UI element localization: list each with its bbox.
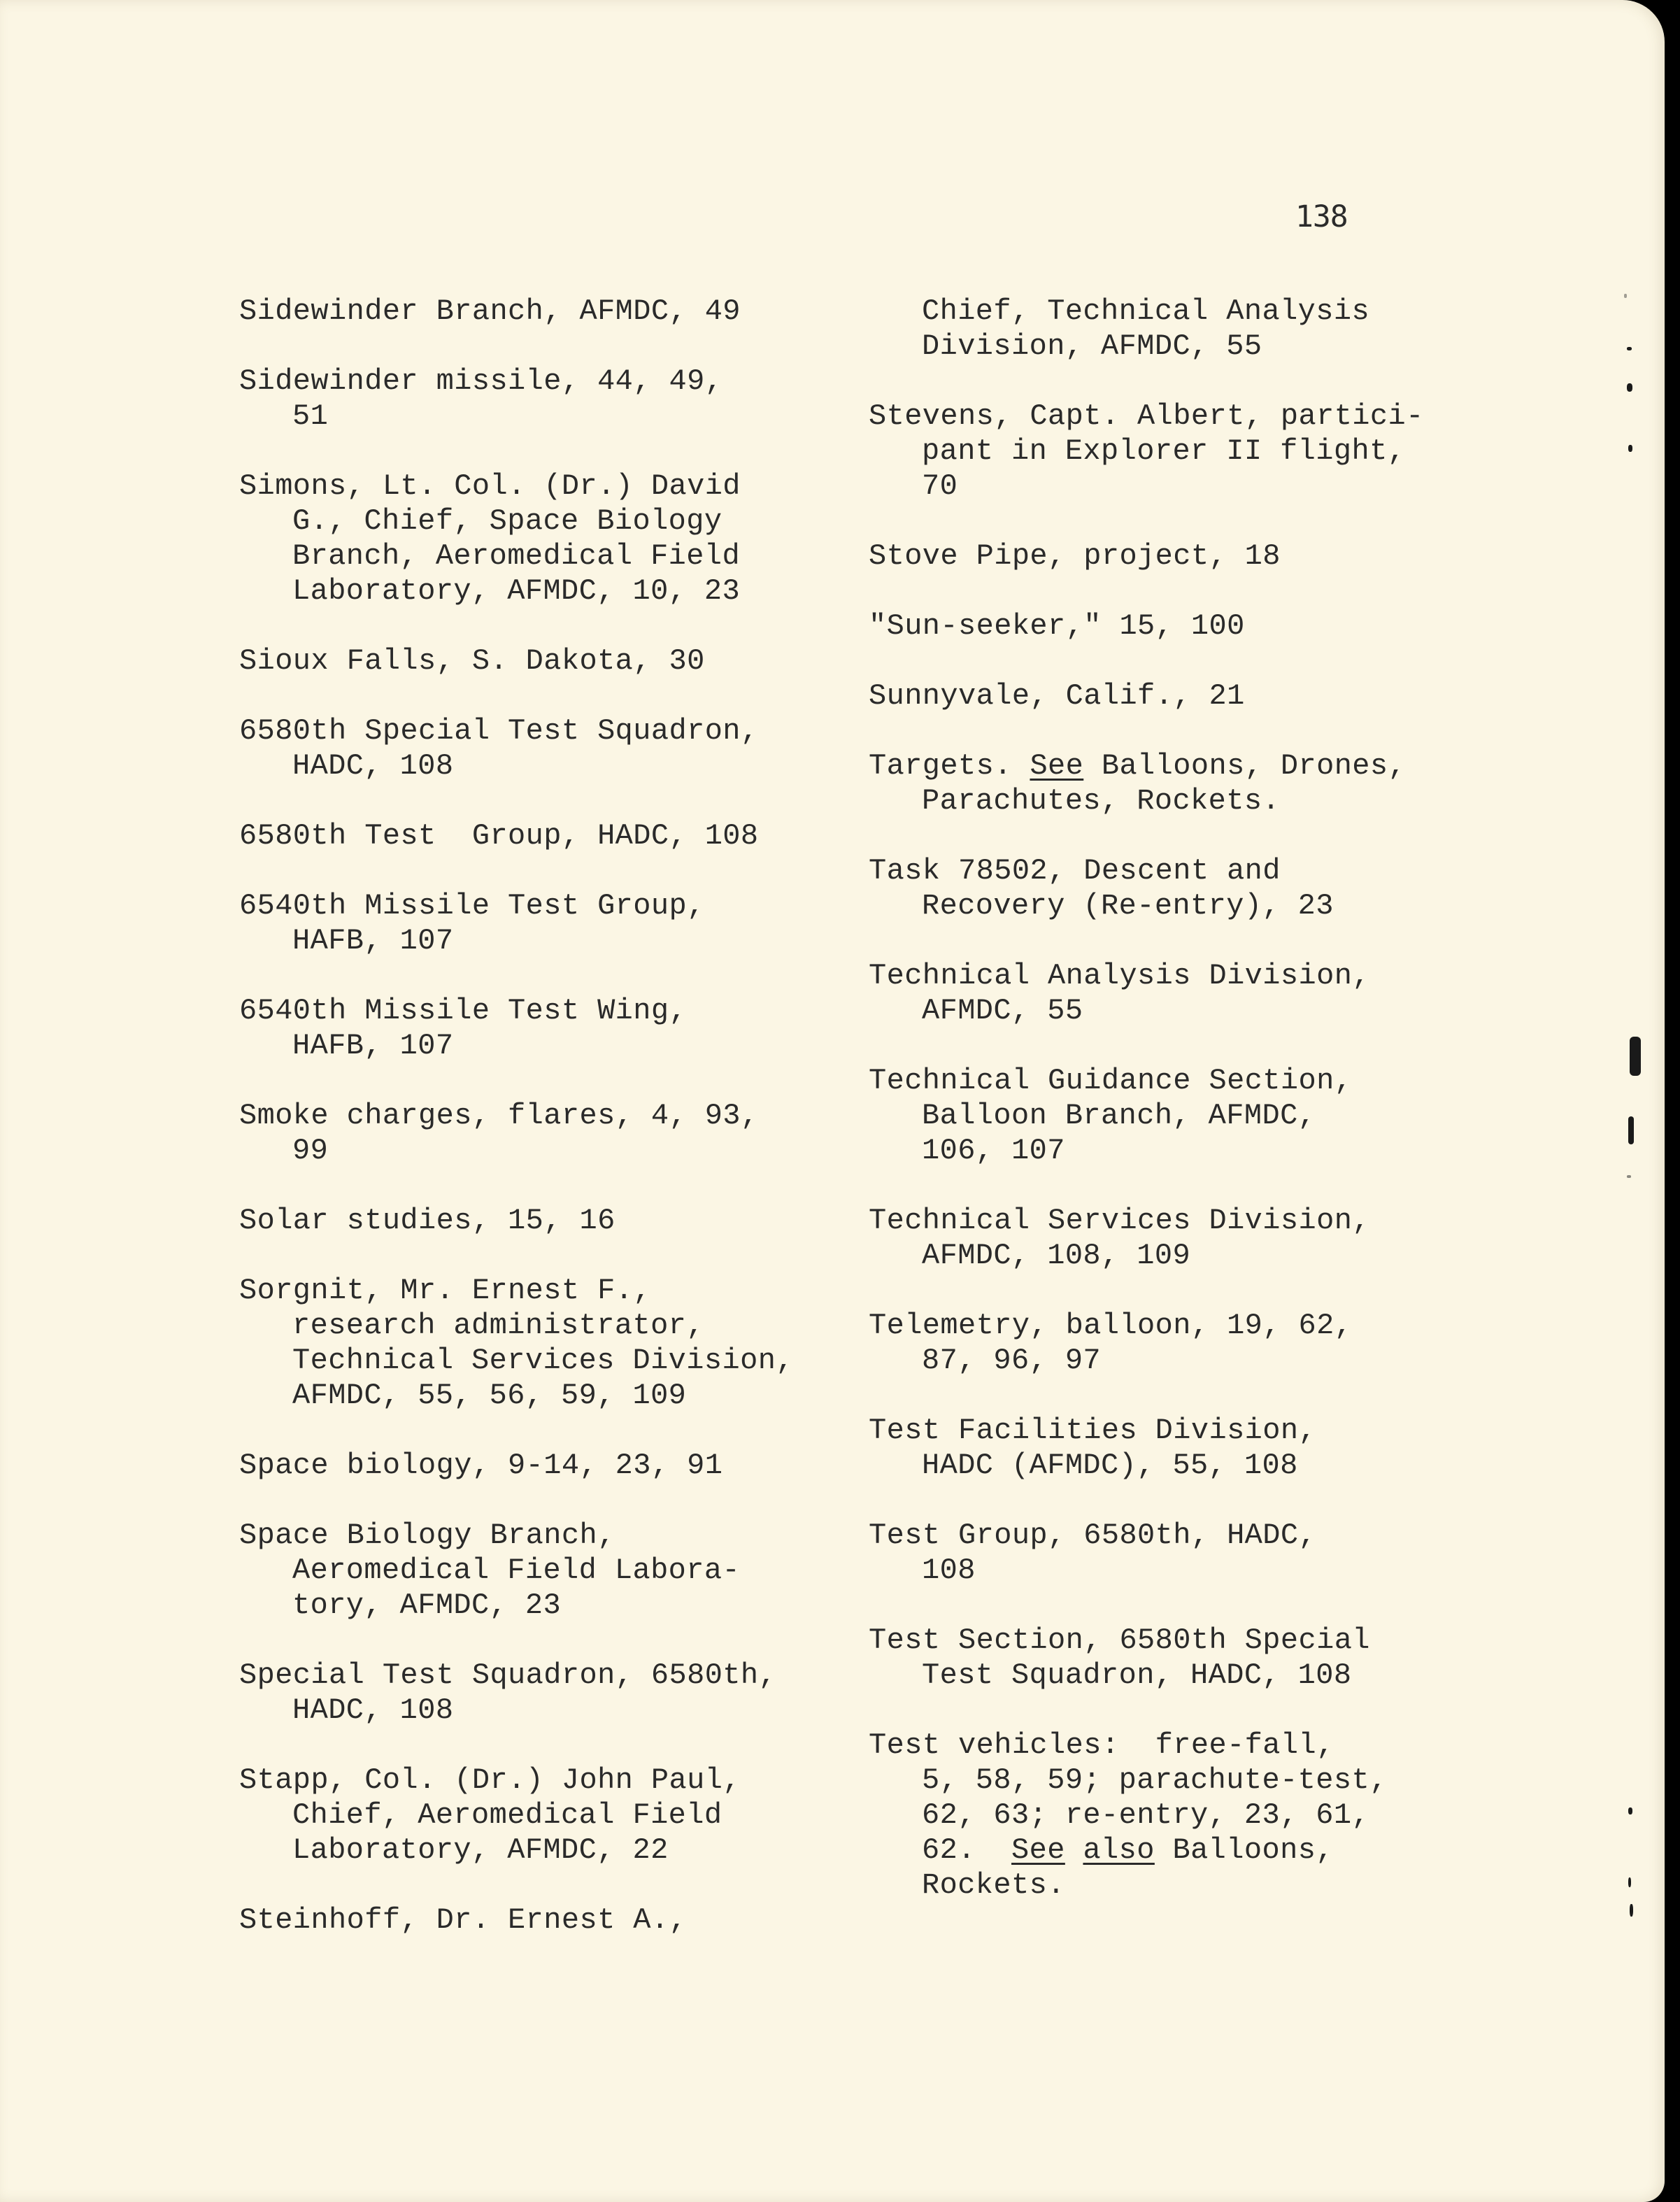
index-column-right bbox=[869, 294, 1484, 1938]
entry-line: Division, AFMDC, 55 bbox=[922, 329, 1262, 363]
index-entry-targets bbox=[869, 748, 1484, 818]
entry-line: Stove Pipe, project, 18 bbox=[869, 539, 1281, 573]
scan-speck bbox=[1628, 1877, 1631, 1887]
index-entry bbox=[869, 679, 1484, 713]
entry-line: Technical Services Division, bbox=[292, 1344, 794, 1377]
entry-text: Targets. bbox=[869, 749, 1030, 783]
index-entry bbox=[239, 644, 855, 679]
see-also-reference: also bbox=[1083, 1833, 1155, 1867]
entry-line: HADC, 108 bbox=[292, 1693, 454, 1727]
entry-line: 108 bbox=[922, 1554, 976, 1587]
entry-line: 62, 63; re-entry, 23, 61, bbox=[922, 1798, 1370, 1832]
entry-line: AFMDC, 55 bbox=[922, 994, 1083, 1028]
index-entry bbox=[869, 539, 1484, 574]
index-entry bbox=[869, 958, 1484, 1028]
entry-line: Stevens, Capt. Albert, partici- bbox=[869, 399, 1424, 433]
entry-line: tory, AFMDC, 23 bbox=[292, 1589, 562, 1622]
entry-line: Test Section, 6580th Special bbox=[869, 1624, 1370, 1657]
index-entry bbox=[239, 818, 855, 853]
index-entry bbox=[239, 993, 855, 1063]
index-entry-continued bbox=[869, 294, 1484, 364]
scan-speck bbox=[1628, 1807, 1632, 1814]
scan-speck bbox=[1627, 383, 1632, 392]
entry-line: Task 78502, Descent and bbox=[869, 854, 1281, 888]
scan-speck bbox=[1627, 1175, 1631, 1178]
entry-line: Telemetry, balloon, 19, 62, bbox=[869, 1309, 1353, 1342]
entry-line: Sidewinder Branch, AFMDC, 49 bbox=[239, 294, 741, 328]
entry-line: Parachutes, Rockets. bbox=[922, 784, 1281, 818]
entry-line: Technical Services Division, bbox=[869, 1204, 1370, 1237]
entry-line: Space Biology Branch, bbox=[239, 1519, 615, 1552]
index-entry bbox=[239, 888, 855, 958]
index-entry bbox=[869, 1308, 1484, 1378]
entry-line: Sidewinder missile, 44, 49, bbox=[239, 364, 723, 398]
index-entry bbox=[869, 853, 1484, 923]
index-entry bbox=[239, 1763, 855, 1868]
entry-line: AFMDC, 55, 56, 59, 109 bbox=[292, 1379, 687, 1412]
index-entry bbox=[239, 469, 855, 609]
entry-line: Test Squadron, HADC, 108 bbox=[922, 1658, 1352, 1692]
entry-line: Simons, Lt. Col. (Dr.) David bbox=[239, 469, 741, 503]
index-entry bbox=[239, 1448, 855, 1483]
entry-line: Recovery (Re-entry), 23 bbox=[922, 889, 1334, 923]
entry-line: Stapp, Col. (Dr.) John Paul, bbox=[239, 1763, 741, 1797]
entry-line: 99 bbox=[292, 1134, 329, 1167]
index-entry bbox=[869, 1203, 1484, 1273]
scan-speck bbox=[1630, 1037, 1641, 1076]
entry-line: 51 bbox=[292, 399, 329, 433]
see-reference: See bbox=[1030, 749, 1084, 783]
page-number: 138 bbox=[1295, 199, 1348, 234]
entry-line: Rockets. bbox=[922, 1868, 1065, 1902]
entry-line: 6580th Test Group, HADC, 108 bbox=[239, 819, 759, 853]
entry-line: Test vehicles: free-fall, bbox=[869, 1728, 1334, 1762]
entry-line: HAFB, 107 bbox=[292, 924, 454, 958]
entry-line: Sunnyvale, Calif., 21 bbox=[869, 679, 1245, 713]
entry-line: 106, 107 bbox=[922, 1134, 1065, 1167]
entry-line: 6580th Special Test Squadron, bbox=[239, 714, 759, 748]
entry-line: Technical Analysis Division, bbox=[869, 959, 1370, 993]
entry-line: Chief, Aeromedical Field bbox=[292, 1798, 722, 1832]
index-entry bbox=[239, 1658, 855, 1728]
entry-line: HADC (AFMDC), 55, 108 bbox=[922, 1449, 1298, 1482]
entry-line: Smoke charges, flares, 4, 93, bbox=[239, 1099, 759, 1132]
index-entry bbox=[239, 1273, 855, 1413]
entry-line: Solar studies, 15, 16 bbox=[239, 1204, 615, 1237]
entry-line: HAFB, 107 bbox=[292, 1029, 454, 1063]
index-entry bbox=[239, 1903, 855, 1938]
entry-line: Aeromedical Field Labora- bbox=[292, 1554, 741, 1587]
entry-line: 70 bbox=[922, 469, 958, 503]
entry-line: Test Group, 6580th, HADC, bbox=[869, 1519, 1317, 1552]
entry-text: Balloons, Drones, bbox=[1083, 749, 1407, 783]
entry-line: pant in Explorer II flight, bbox=[922, 434, 1406, 468]
entry-line: Technical Guidance Section, bbox=[869, 1064, 1353, 1098]
entry-line: Laboratory, AFMDC, 22 bbox=[292, 1833, 669, 1867]
scan-speck bbox=[1630, 1904, 1633, 1917]
entry-line: 87, 96, 97 bbox=[922, 1344, 1102, 1377]
index-entry-test-vehicles bbox=[869, 1728, 1484, 1903]
entry-line: 5, 58, 59; parachute-test, bbox=[922, 1763, 1388, 1797]
index-entry bbox=[869, 1623, 1484, 1693]
entry-line: Chief, Technical Analysis bbox=[922, 294, 1370, 328]
index-entry bbox=[869, 1063, 1484, 1168]
entry-line: Steinhoff, Dr. Ernest A., bbox=[239, 1903, 688, 1937]
entry-line: Special Test Squadron, 6580th, bbox=[239, 1658, 777, 1692]
entry-line: Branch, Aeromedical Field bbox=[292, 539, 741, 573]
scan-speck bbox=[1628, 445, 1632, 452]
entry-line: 6540th Missile Test Wing, bbox=[239, 994, 688, 1028]
entry-line: 6540th Missile Test Group, bbox=[239, 889, 705, 923]
entry-line: Space biology, 9-14, 23, 91 bbox=[239, 1449, 723, 1482]
entry-line bbox=[869, 1833, 1484, 1868]
entry-text: 62. bbox=[922, 1833, 1012, 1867]
entry-text: Balloons, bbox=[1154, 1833, 1334, 1867]
index-entry bbox=[239, 364, 855, 434]
index-entry bbox=[869, 609, 1484, 644]
index-entry bbox=[239, 713, 855, 783]
index-entry bbox=[239, 1203, 855, 1238]
see-reference: See bbox=[1011, 1833, 1065, 1867]
entry-line: HADC, 108 bbox=[292, 749, 454, 783]
index-entry bbox=[239, 294, 855, 329]
scan-speck bbox=[1627, 347, 1632, 350]
index-column-left bbox=[239, 294, 855, 1973]
index-entry bbox=[869, 1518, 1484, 1588]
entry-line: Test Facilities Division, bbox=[869, 1414, 1317, 1447]
entry-text bbox=[1065, 1833, 1083, 1867]
entry-line: "Sun-seeker," 15, 100 bbox=[869, 609, 1245, 643]
entry-line: G., Chief, Space Biology bbox=[292, 504, 722, 538]
index-entry bbox=[239, 1518, 855, 1623]
index-entry bbox=[239, 1098, 855, 1168]
entry-line bbox=[869, 748, 1484, 783]
scan-speck bbox=[1624, 294, 1627, 298]
entry-line: AFMDC, 108, 109 bbox=[922, 1239, 1191, 1272]
entry-line: Balloon Branch, AFMDC, bbox=[922, 1099, 1316, 1132]
index-entry bbox=[869, 1413, 1484, 1483]
scan-speck bbox=[1628, 1116, 1634, 1144]
entry-line: research administrator, bbox=[292, 1309, 704, 1342]
entry-line: Sioux Falls, S. Dakota, 30 bbox=[239, 644, 705, 678]
index-entry bbox=[869, 399, 1484, 504]
entry-line: Sorgnit, Mr. Ernest F., bbox=[239, 1274, 651, 1307]
entry-line: Laboratory, AFMDC, 10, 23 bbox=[292, 574, 741, 608]
